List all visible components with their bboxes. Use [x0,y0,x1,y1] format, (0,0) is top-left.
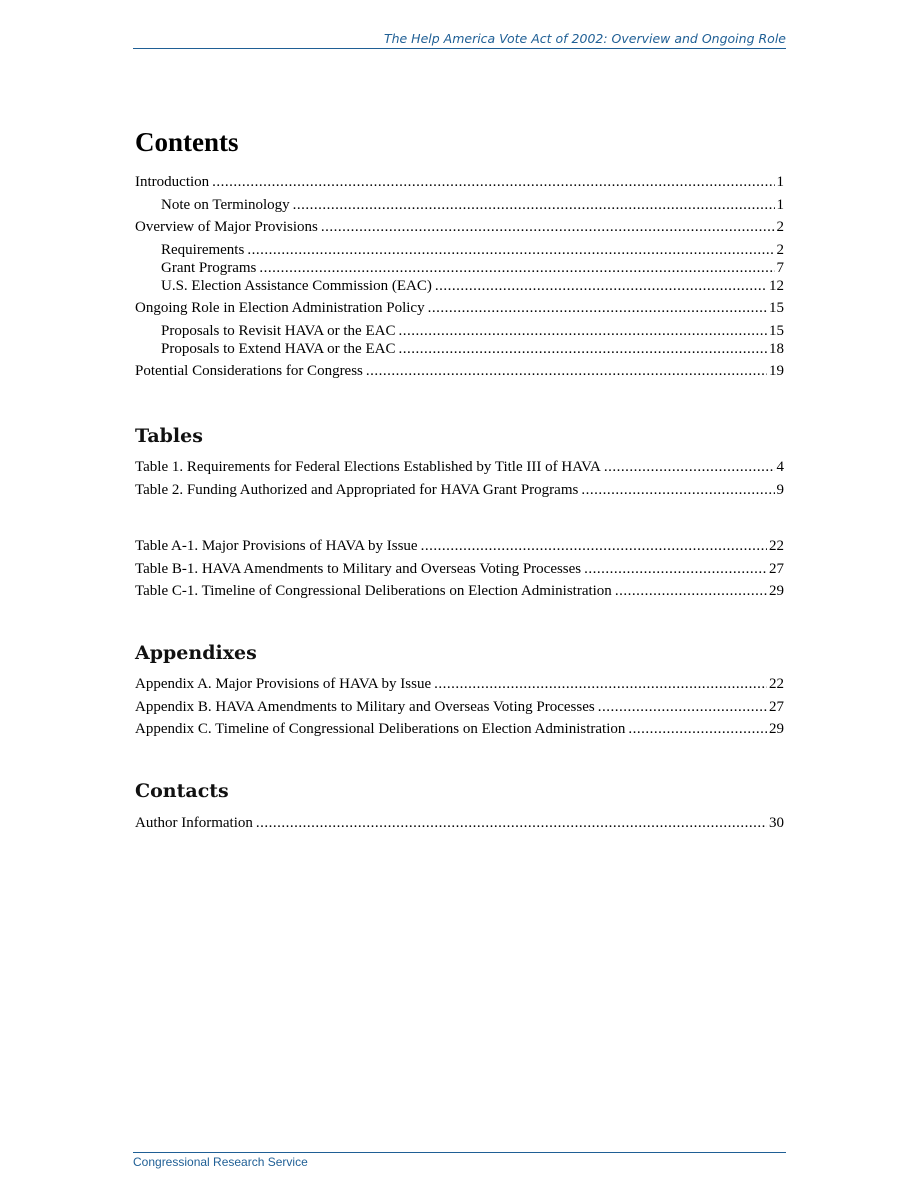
toc-entry-page: 15 [769,300,784,316]
dot-leader [398,322,767,340]
toc-entry-label: Table 1. Requirements for Federal Elections Established by Title III of HAVA [135,459,601,475]
contacts-heading: Contacts [135,780,229,802]
dot-leader [428,299,767,317]
toc-entry-page: 7 [776,259,784,276]
running-header: The Help America Vote Act of 2002: Overview and Ongoing Role [133,30,786,49]
toc-entry-label: Introduction [135,174,210,190]
toc-entry-appendix-c[interactable] [135,720,784,738]
toc-entry-note-on-terminology[interactable] [135,196,784,214]
toc-entry-label: Appendix C. Timeline of Congressional Deliberations on Election Administration [135,721,626,737]
toc-entry-label: Ongoing Role in Election Administration Policy [135,300,425,316]
toc-entry-requirements[interactable] [135,241,784,259]
toc-entry-label: Table 2. Funding Authorized and Appropriated for HAVA Grant Programs [135,481,579,498]
toc-entry-label: Table C-1. Timeline of Congressional Deliberations on Election Administration [135,583,612,599]
toc-entry-page: 30 [769,815,784,831]
toc-entry-label: Appendix B. HAVA Amendments to Military and Overseas Voting Processes [135,698,595,715]
toc-entry-table-b1[interactable] [135,560,784,578]
toc-entry-label: Potential Considerations for Congress [135,363,363,379]
dot-leader [581,481,774,499]
toc-entry-proposals-extend[interactable] [135,340,784,358]
dot-leader [615,582,767,600]
appendix-tables-list [135,537,784,600]
toc-entry-page: 1 [776,174,784,190]
dot-leader [421,537,767,555]
toc-entry-label: Appendix A. Major Provisions of HAVA by Issue [135,676,432,692]
toc-entry-label: Proposals to Revisit HAVA or the EAC [161,322,396,339]
toc-entry-table-2[interactable] [135,481,784,499]
contacts-list [135,814,784,832]
toc-entry-label: Table B-1. HAVA Amendments to Military and Overseas Voting Processes [135,560,582,577]
toc-entry-label: U.S. Election Assistance Commission (EAC) [161,277,432,294]
dot-leader [293,196,775,214]
dot-leader [604,458,775,476]
toc-entry-label: Grant Programs [161,259,257,276]
toc-entry-eac[interactable] [135,277,784,295]
toc-entry-label: Author Information [135,815,253,831]
toc-entry-page: 4 [776,459,784,475]
dot-leader [598,698,767,716]
tables-heading: Tables [135,425,203,447]
toc-entry-page: 27 [769,560,784,577]
toc-entry-introduction[interactable] [135,173,784,191]
dot-leader [584,560,767,578]
appendixes-heading: Appendixes [135,642,257,664]
toc-entry-proposals-revisit[interactable] [135,322,784,340]
toc-entry-page: 29 [769,721,784,737]
dot-leader [398,340,767,358]
toc-entry-label: Table A-1. Major Provisions of HAVA by Issue [135,538,418,554]
toc-entry-page: 22 [769,676,784,692]
dot-leader [366,362,767,380]
toc-entry-page: 2 [776,241,784,258]
toc-entry-page: 12 [769,277,784,294]
toc-entry-label: Requirements [161,241,245,258]
toc-entry-page: 22 [769,538,784,554]
toc-entry-grant-programs[interactable] [135,259,784,277]
toc-entry-author-information[interactable] [135,814,784,832]
toc-entry-considerations[interactable] [135,362,784,380]
dot-leader [321,218,775,236]
toc-entry-page: 9 [776,481,784,498]
toc-entry-label: Note on Terminology [161,196,290,213]
toc-entry-page: 27 [769,698,784,715]
toc-entry-appendix-b[interactable] [135,698,784,716]
appendixes-list [135,675,784,738]
dot-leader [212,173,774,191]
toc-entry-page: 15 [769,322,784,339]
toc-entry-table-a1[interactable] [135,537,784,555]
toc-entry-appendix-a[interactable] [135,675,784,693]
toc-entry-label: Overview of Major Provisions [135,219,318,235]
toc-entry-table-c1[interactable] [135,582,784,600]
toc-entry-label: Proposals to Extend HAVA or the EAC [161,340,396,357]
toc-entry-page: 19 [769,363,784,379]
tables-list [135,458,784,499]
dot-leader [256,814,767,832]
dot-leader [247,241,774,259]
toc-entry-page: 1 [776,196,784,213]
running-footer: Congressional Research Service [133,1152,786,1170]
dot-leader [435,277,767,295]
toc-entry-page: 2 [776,219,784,235]
dot-leader [434,675,767,693]
toc-entry-table-1[interactable] [135,458,784,476]
contents-heading: Contents [135,127,239,157]
toc-entry-ongoing-role[interactable] [135,299,784,317]
toc-entry-page: 18 [769,340,784,357]
toc-entry-page: 29 [769,583,784,599]
dot-leader [259,259,774,277]
contents-list [135,173,784,380]
dot-leader [628,720,767,738]
toc-entry-overview[interactable] [135,218,784,236]
